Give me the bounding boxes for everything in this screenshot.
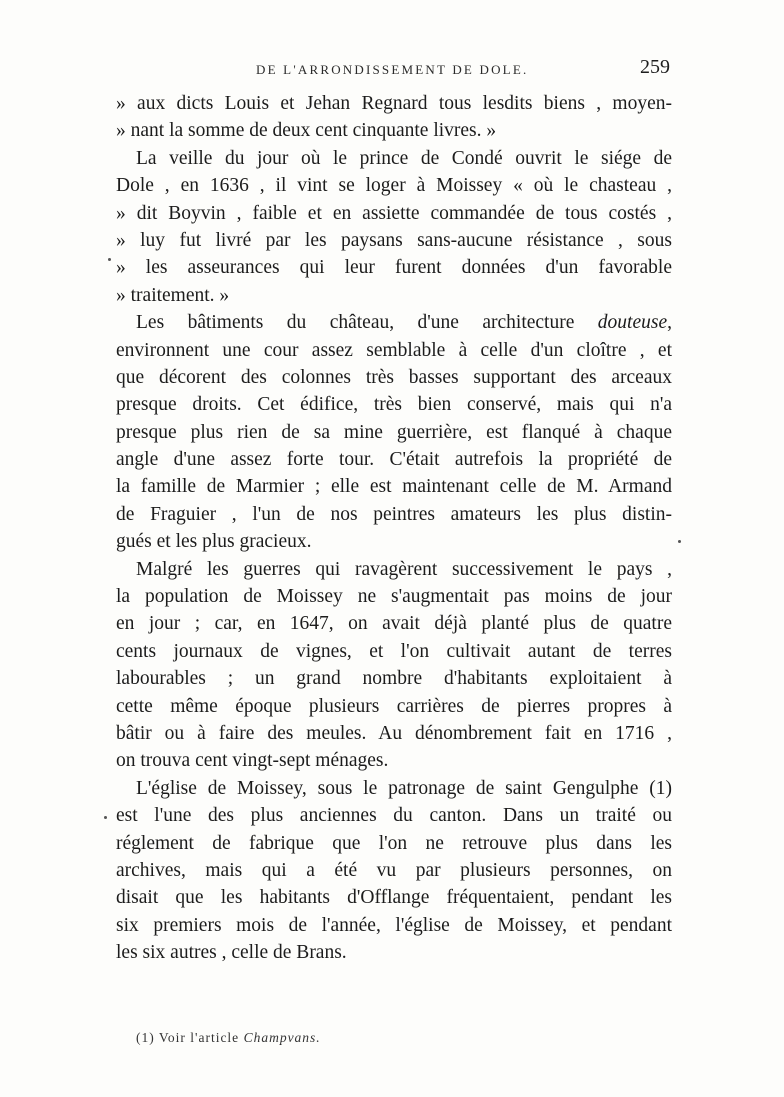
footnote-reference: Champvans. bbox=[243, 1030, 321, 1045]
paragraph-first-line: Malgré les guerres qui ravagèrent successivement le pays , bbox=[136, 558, 672, 580]
print-speck bbox=[108, 258, 111, 261]
text-line: labourables ; un grand nombre d'habitants exploitaient à bbox=[116, 668, 672, 690]
running-title: DE L'ARRONDISSEMENT DE DOLE. bbox=[256, 62, 529, 77]
text-line: » traitement. » bbox=[116, 284, 230, 306]
text-line: Dole , en 1636 , il vint se loger à Moissey « où le chasteau , bbox=[116, 175, 672, 197]
paragraph-first-line: L'église de Moissey, sous le patronage de saint Gengulphe (1) bbox=[136, 777, 672, 799]
text-line: presque droits. Cet édifice, très bien conservé, mais qui n'a bbox=[116, 394, 672, 416]
print-speck bbox=[678, 540, 681, 543]
text-line: la famille de Marmier ; elle est maintenant celle de M. Armand bbox=[116, 476, 672, 498]
text-line: bâtir ou à faire des meules. Au dénombrement fait en 1716 , bbox=[116, 722, 672, 744]
text-line: archives, mais qui a été vu par plusieurs personnes, on bbox=[116, 859, 672, 881]
print-speck bbox=[104, 816, 107, 819]
text-line: presque plus rien de sa mine guerrière, est flanqué à chaque bbox=[116, 421, 672, 443]
paragraph-first-line: La veille du jour où le prince de Condé ouvrit le siége de bbox=[136, 147, 672, 169]
paragraph-first-line: Les bâtiments du château, d'une architecture douteuse, bbox=[136, 312, 672, 334]
text-line: la population de Moissey ne s'augmentait pas moins de jour bbox=[116, 586, 672, 608]
running-head bbox=[118, 56, 670, 82]
text-line: angle d'une assez forte tour. C'était autrefois la propriété de bbox=[116, 449, 672, 471]
text-line: en jour ; car, en 1647, on avait déjà planté plus de quatre bbox=[116, 613, 672, 635]
emphasized-word: douteuse bbox=[597, 312, 668, 334]
footnote bbox=[136, 1030, 321, 1046]
text-line: six premiers mois de l'année, l'église de Moissey, et pendant bbox=[116, 914, 672, 936]
body-text bbox=[116, 90, 672, 967]
text-line: gués et les plus gracieux. bbox=[116, 531, 312, 553]
text-line: » dit Boyvin , faible et en assiette commandée de tous costés , bbox=[116, 202, 672, 224]
text-line: de Fraguier , l'un de nos peintres amateurs les plus distin- bbox=[116, 503, 672, 525]
text-line: » aux dicts Louis et Jehan Regnard tous lesdits biens , moyen- bbox=[116, 93, 672, 114]
footnote-marker: (1) bbox=[136, 1030, 155, 1045]
text-line: environnent une cour assez semblable à celle d'un cloître , et bbox=[116, 339, 672, 361]
text-line: » nant la somme de deux cent cinquante livres. » bbox=[116, 120, 497, 142]
text-line: disait que les habitants d'Offlange fréquentaient, pendant les bbox=[116, 887, 672, 909]
text-line: cette même époque plusieurs carrières de pierres propres à bbox=[116, 695, 672, 717]
footnote-text: Voir l'article bbox=[158, 1030, 240, 1045]
text-line: » luy fut livré par les paysans sans-aucune résistance , sous bbox=[116, 229, 672, 251]
text-line: que décorent des colonnes très basses supportant des arceaux bbox=[116, 366, 672, 388]
page-number: 259 bbox=[640, 56, 670, 78]
text-line: cents journaux de vignes, et l'on cultivait autant de terres bbox=[116, 640, 672, 662]
text-line: réglement de fabrique que l'on ne retrouve plus dans les bbox=[116, 832, 672, 854]
text-line: les six autres , celle de Brans. bbox=[116, 942, 347, 964]
text-line: on trouva cent vingt-sept ménages. bbox=[116, 750, 389, 772]
text-line: est l'une des plus anciennes du canton. Dans un traité ou bbox=[116, 805, 672, 827]
text-line: » les asseurances qui leur furent données d'un favorable bbox=[116, 257, 672, 279]
